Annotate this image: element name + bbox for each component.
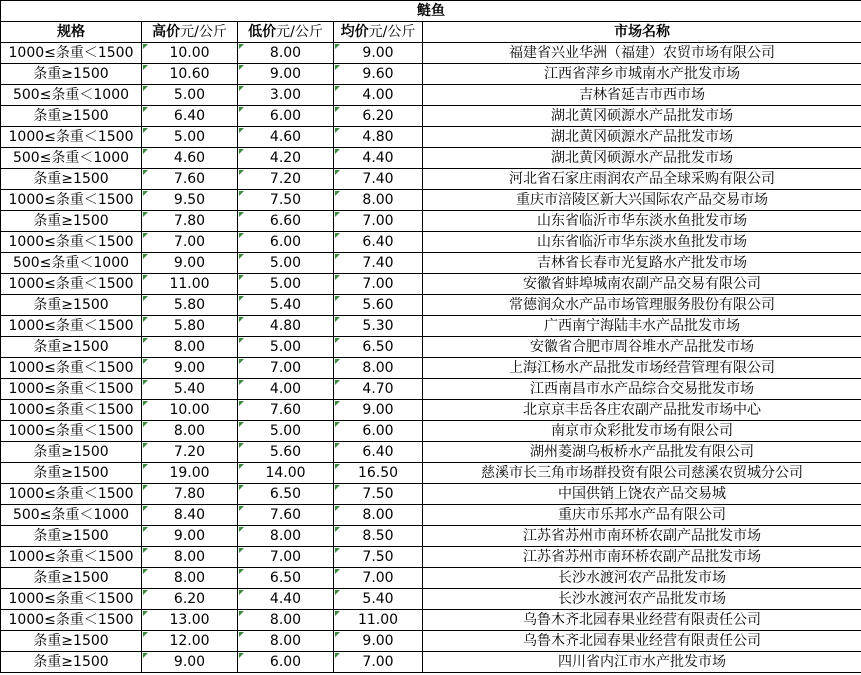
cell-low-price[interactable]: 8.00: [238, 43, 334, 64]
cell-market[interactable]: 上海江杨水产品批发市场经营管理有限公司: [423, 358, 861, 379]
cell-avg-price[interactable]: 4.70: [334, 379, 423, 400]
cell-spec[interactable]: 条重≥1500: [1, 169, 142, 190]
cell-market[interactable]: 长沙水渡河农产品批发市场: [423, 589, 861, 610]
table-row: [1, 652, 861, 673]
cell-low-price[interactable]: 6.00: [238, 232, 334, 253]
table-row: [1, 232, 861, 253]
cell-avg-price[interactable]: 6.50: [334, 337, 423, 358]
cell-low-price[interactable]: 5.00: [238, 274, 334, 295]
cell-market[interactable]: 安徽省合肥市周谷堆水产品批发市场: [423, 337, 861, 358]
cell-spec[interactable]: 条重≥1500: [1, 631, 142, 652]
table-row: [1, 442, 861, 463]
cell-market[interactable]: 山东省临沂市华东淡水鱼批发市场: [423, 232, 861, 253]
cell-low-price[interactable]: 5.00: [238, 253, 334, 274]
cell-high-price[interactable]: 10.60: [142, 64, 238, 85]
cell-spec[interactable]: 1000≤条重＜1500: [1, 43, 142, 64]
cell-high-price[interactable]: 11.00: [142, 274, 238, 295]
cell-spec[interactable]: 条重≥1500: [1, 526, 142, 547]
table-row: [1, 526, 861, 547]
table-row: [1, 484, 861, 505]
cell-high-price[interactable]: 8.00: [142, 568, 238, 589]
header-high-unit: 元/公斤: [180, 24, 227, 40]
cell-avg-price[interactable]: 7.00: [334, 568, 423, 589]
table-row: [1, 631, 861, 652]
cell-spec[interactable]: 1000≤条重＜1500: [1, 358, 142, 379]
cell-spec[interactable]: 条重≥1500: [1, 652, 142, 673]
cell-low-price[interactable]: 8.00: [238, 631, 334, 652]
cell-avg-price[interactable]: 5.40: [334, 589, 423, 610]
table-row: [1, 106, 861, 127]
cell-market[interactable]: 江西南昌市水产品综合交易批发市场: [423, 379, 861, 400]
cell-low-price[interactable]: 4.40: [238, 589, 334, 610]
cell-spec[interactable]: 条重≥1500: [1, 463, 142, 484]
cell-market[interactable]: 乌鲁木齐北园春果业经营有限责任公司: [423, 631, 861, 652]
cell-high-price[interactable]: 9.00: [142, 253, 238, 274]
cell-market[interactable]: 河北省石家庄雨润农产品全球采购有限公司: [423, 169, 861, 190]
cell-low-price[interactable]: 7.20: [238, 169, 334, 190]
cell-market[interactable]: 乌鲁木齐北园春果业经营有限责任公司: [423, 610, 861, 631]
cell-low-price[interactable]: 7.00: [238, 547, 334, 568]
cell-avg-price[interactable]: 4.00: [334, 85, 423, 106]
cell-spec[interactable]: 1000≤条重＜1500: [1, 379, 142, 400]
cell-high-price[interactable]: 8.40: [142, 505, 238, 526]
cell-spec[interactable]: 1000≤条重＜1500: [1, 484, 142, 505]
table-row: [1, 589, 861, 610]
sheet-body: [1, 1, 861, 673]
table-row: [1, 610, 861, 631]
cell-avg-price[interactable]: 7.40: [334, 253, 423, 274]
table-row: [1, 190, 861, 211]
cell-market[interactable]: 江苏省苏州市南环桥农副产品批发市场: [423, 526, 861, 547]
header-market[interactable]: 市场名称: [423, 22, 861, 43]
cell-avg-price[interactable]: 8.50: [334, 526, 423, 547]
table-row: [1, 568, 861, 589]
cell-high-price[interactable]: 6.20: [142, 589, 238, 610]
cell-avg-price[interactable]: 9.60: [334, 64, 423, 85]
cell-market[interactable]: 重庆市涪陵区新大兴国际农产品交易市场: [423, 190, 861, 211]
cell-spec[interactable]: 1000≤条重＜1500: [1, 127, 142, 148]
cell-market[interactable]: 中国供销上饶农产品交易城: [423, 484, 861, 505]
cell-low-price[interactable]: 8.00: [238, 526, 334, 547]
cell-high-price[interactable]: 10.00: [142, 43, 238, 64]
cell-high-price[interactable]: 7.00: [142, 232, 238, 253]
table-row: [1, 421, 861, 442]
cell-avg-price[interactable]: 5.60: [334, 295, 423, 316]
cell-avg-price[interactable]: 16.50: [334, 463, 423, 484]
cell-high-price[interactable]: 7.60: [142, 169, 238, 190]
cell-spec[interactable]: 条重≥1500: [1, 442, 142, 463]
header-spec[interactable]: 规格: [1, 22, 142, 43]
cell-market[interactable]: 湖北黄冈硕源水产品批发市场: [423, 148, 861, 169]
cell-high-price[interactable]: 8.00: [142, 421, 238, 442]
cell-high-price[interactable]: 9.00: [142, 526, 238, 547]
cell-low-price[interactable]: 6.60: [238, 211, 334, 232]
cell-high-price[interactable]: 9.00: [142, 358, 238, 379]
cell-low-price[interactable]: 6.00: [238, 106, 334, 127]
table-row: [1, 127, 861, 148]
cell-market[interactable]: 四川省内江市水产批发市场: [423, 652, 861, 673]
header-low-unit: 元/公斤: [276, 24, 323, 40]
cell-spec[interactable]: 条重≥1500: [1, 64, 142, 85]
cell-market[interactable]: 南京市众彩批发市场有限公司: [423, 421, 861, 442]
cell-market[interactable]: 吉林省延吉市西市场: [423, 85, 861, 106]
cell-low-price[interactable]: 5.00: [238, 337, 334, 358]
cell-spec[interactable]: 1000≤条重＜1500: [1, 589, 142, 610]
cell-low-price[interactable]: 5.40: [238, 295, 334, 316]
cell-low-price[interactable]: 4.60: [238, 127, 334, 148]
cell-low-price[interactable]: 3.00: [238, 85, 334, 106]
cell-high-price[interactable]: 7.80: [142, 484, 238, 505]
cell-avg-price[interactable]: 6.00: [334, 421, 423, 442]
cell-avg-price[interactable]: 6.20: [334, 106, 423, 127]
cell-avg-price[interactable]: 11.00: [334, 610, 423, 631]
cell-market[interactable]: 安徽省蚌埠城南农副产品交易有限公司: [423, 274, 861, 295]
cell-high-price[interactable]: 4.60: [142, 148, 238, 169]
header-row: [1, 22, 861, 43]
cell-avg-price[interactable]: 9.00: [334, 631, 423, 652]
cell-high-price[interactable]: 19.00: [142, 463, 238, 484]
cell-avg-price[interactable]: 6.40: [334, 232, 423, 253]
cell-market[interactable]: 山东省临沂市华东淡水鱼批发市场: [423, 211, 861, 232]
cell-high-price[interactable]: 12.00: [142, 631, 238, 652]
cell-spec[interactable]: 500≤条重＜1000: [1, 148, 142, 169]
cell-low-price[interactable]: 6.50: [238, 568, 334, 589]
cell-spec[interactable]: 500≤条重＜1000: [1, 85, 142, 106]
cell-market[interactable]: 广西南宁海陆丰水产品批发市场: [423, 316, 861, 337]
table-row: [1, 505, 861, 526]
table-row: [1, 64, 861, 85]
cell-market[interactable]: 北京京丰岳各庄农副产品批发市场中心: [423, 400, 861, 421]
cell-avg-price[interactable]: 4.40: [334, 148, 423, 169]
cell-spec[interactable]: 1000≤条重＜1500: [1, 421, 142, 442]
cell-spec[interactable]: 1000≤条重＜1500: [1, 547, 142, 568]
table-row: [1, 148, 861, 169]
table-row: [1, 358, 861, 379]
cell-avg-price[interactable]: 5.30: [334, 316, 423, 337]
cell-market[interactable]: 吉林省长春市光复路水产批发市场: [423, 253, 861, 274]
cell-market[interactable]: 常德润众水产品市场管理服务股份有限公司: [423, 295, 861, 316]
cell-market[interactable]: 江西省萍乡市城南水产批发市场: [423, 64, 861, 85]
cell-spec[interactable]: 1000≤条重＜1500: [1, 232, 142, 253]
cell-spec[interactable]: 条重≥1500: [1, 337, 142, 358]
header-avg-main: 均价: [340, 24, 369, 40]
cell-high-price[interactable]: 5.80: [142, 316, 238, 337]
cell-avg-price[interactable]: 9.00: [334, 43, 423, 64]
cell-spec[interactable]: 1000≤条重＜1500: [1, 316, 142, 337]
cell-low-price[interactable]: 7.00: [238, 358, 334, 379]
table-row: [1, 43, 861, 64]
header-low-main: 低价: [248, 24, 277, 40]
cell-spec[interactable]: 1000≤条重＜1500: [1, 610, 142, 631]
cell-low-price[interactable]: 7.60: [238, 400, 334, 421]
cell-high-price[interactable]: 5.00: [142, 85, 238, 106]
table-row: [1, 85, 861, 106]
table-row: [1, 274, 861, 295]
cell-avg-price[interactable]: 4.80: [334, 127, 423, 148]
cell-high-price[interactable]: 5.80: [142, 295, 238, 316]
cell-spec[interactable]: 1000≤条重＜1500: [1, 274, 142, 295]
cell-market[interactable]: 湖北黄冈硕源水产品批发市场: [423, 127, 861, 148]
cell-low-price[interactable]: 5.00: [238, 421, 334, 442]
table-row: [1, 337, 861, 358]
cell-avg-price[interactable]: 9.00: [334, 400, 423, 421]
cell-spec[interactable]: 条重≥1500: [1, 568, 142, 589]
cell-spec[interactable]: 1000≤条重＜1500: [1, 400, 142, 421]
sheet-title[interactable]: 鲢鱼: [1, 1, 861, 22]
cell-market[interactable]: 湖北黄冈硕源水产品批发市场: [423, 106, 861, 127]
cell-low-price[interactable]: 14.00: [238, 463, 334, 484]
cell-avg-price[interactable]: 7.50: [334, 484, 423, 505]
table-row: [1, 547, 861, 568]
cell-high-price[interactable]: 9.50: [142, 190, 238, 211]
cell-spec[interactable]: 条重≥1500: [1, 295, 142, 316]
cell-market[interactable]: 重庆市乐邦水产品有限公司: [423, 505, 861, 526]
cell-avg-price[interactable]: 7.50: [334, 547, 423, 568]
cell-low-price[interactable]: 7.50: [238, 190, 334, 211]
cell-avg-price[interactable]: 6.40: [334, 442, 423, 463]
cell-spec[interactable]: 500≤条重＜1000: [1, 253, 142, 274]
cell-low-price[interactable]: 9.00: [238, 64, 334, 85]
table-row: [1, 400, 861, 421]
cell-high-price[interactable]: 8.00: [142, 547, 238, 568]
table-row: [1, 253, 861, 274]
cell-avg-price[interactable]: 8.00: [334, 358, 423, 379]
cell-high-price[interactable]: 5.00: [142, 127, 238, 148]
cell-avg-price[interactable]: 8.00: [334, 190, 423, 211]
cell-high-price[interactable]: 8.00: [142, 337, 238, 358]
table-row: [1, 295, 861, 316]
table-row: [1, 211, 861, 232]
header-avg-unit: 元/公斤: [368, 24, 416, 40]
header-avg-price[interactable]: [334, 22, 423, 43]
title-row: [1, 1, 861, 22]
cell-avg-price[interactable]: 8.00: [334, 505, 423, 526]
cell-high-price[interactable]: 13.00: [142, 610, 238, 631]
cell-avg-price[interactable]: 7.00: [334, 274, 423, 295]
table-row: [1, 169, 861, 190]
cell-high-price[interactable]: 9.00: [142, 652, 238, 673]
table-row: [1, 316, 861, 337]
cell-avg-price[interactable]: 7.00: [334, 652, 423, 673]
table-row: [1, 463, 861, 484]
cell-low-price[interactable]: 4.20: [238, 148, 334, 169]
cell-high-price[interactable]: 7.20: [142, 442, 238, 463]
cell-avg-price[interactable]: 7.00: [334, 211, 423, 232]
cell-spec[interactable]: 条重≥1500: [1, 211, 142, 232]
cell-market[interactable]: 江苏省苏州市南环桥农副产品批发市场: [423, 547, 861, 568]
header-low-price[interactable]: [238, 22, 334, 43]
cell-market[interactable]: 福建省兴业华洲（福建）农贸市场有限公司: [423, 43, 861, 64]
cell-spec[interactable]: 1000≤条重＜1500: [1, 190, 142, 211]
cell-low-price[interactable]: 8.00: [238, 610, 334, 631]
header-high-price[interactable]: [142, 22, 238, 43]
cell-spec[interactable]: 500≤条重＜1000: [1, 505, 142, 526]
cell-market[interactable]: 湖州菱湖乌板桥水产品批发有限公司: [423, 442, 861, 463]
cell-market[interactable]: 慈溪市长三角市场群投资有限公司慈溪农贸城分公司: [423, 463, 861, 484]
cell-low-price[interactable]: 4.80: [238, 316, 334, 337]
cell-low-price[interactable]: 5.60: [238, 442, 334, 463]
cell-low-price[interactable]: 6.50: [238, 484, 334, 505]
cell-high-price[interactable]: 6.40: [142, 106, 238, 127]
header-high-main: 高价: [152, 24, 181, 40]
cell-avg-price[interactable]: 7.40: [334, 169, 423, 190]
cell-high-price[interactable]: 10.00: [142, 400, 238, 421]
cell-low-price[interactable]: 4.00: [238, 379, 334, 400]
table-row: [1, 379, 861, 400]
cell-low-price[interactable]: 6.00: [238, 652, 334, 673]
cell-high-price[interactable]: 5.40: [142, 379, 238, 400]
cell-market[interactable]: 长沙水渡河农产品批发市场: [423, 568, 861, 589]
cell-high-price[interactable]: 7.80: [142, 211, 238, 232]
cell-low-price[interactable]: 7.60: [238, 505, 334, 526]
cell-spec[interactable]: 条重≥1500: [1, 106, 142, 127]
